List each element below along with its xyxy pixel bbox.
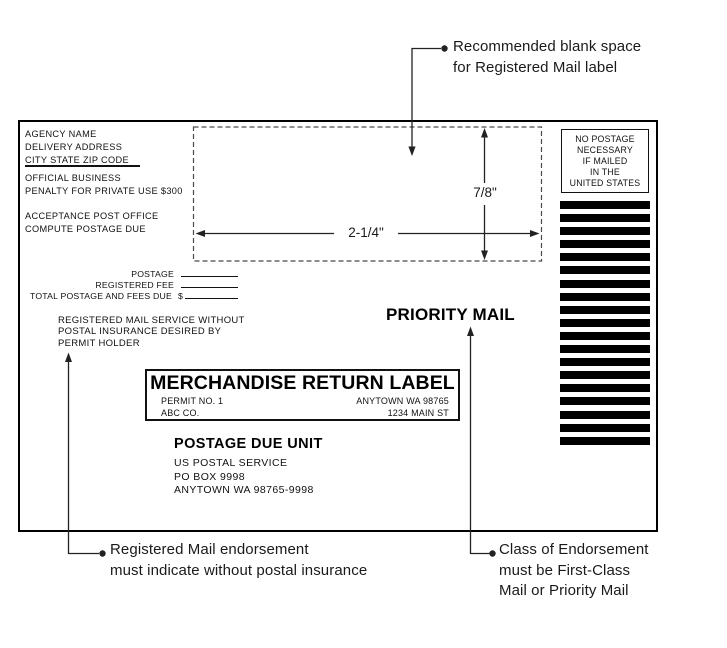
fee-label: TOTAL POSTAGE AND FEES DUE xyxy=(29,291,172,301)
city-state-zip: CITY STATE ZIP CODE xyxy=(25,155,129,165)
currency-symbol: $ xyxy=(177,291,183,301)
fee-label: POSTAGE xyxy=(131,269,174,279)
fim-bar xyxy=(560,397,650,405)
fee-row-postage xyxy=(20,269,238,280)
fim-bar xyxy=(560,345,650,353)
fee-blank-line xyxy=(181,287,238,288)
bottom-right-annotation xyxy=(499,540,649,602)
acceptance-post-office-block xyxy=(25,210,158,236)
top-annotation xyxy=(453,37,641,78)
bottom-left-annotation xyxy=(110,540,367,581)
fim-bar xyxy=(560,280,650,288)
bottom-left-annotation-line1: Registered Mail endorsement xyxy=(110,541,309,558)
official-business-block xyxy=(25,172,183,198)
fee-blank-line xyxy=(181,276,238,277)
fim-bar xyxy=(560,437,650,445)
agency-name: AGENCY NAME xyxy=(25,129,97,139)
fim-bar xyxy=(560,319,650,327)
permit-company: ABC CO. xyxy=(161,407,200,418)
fee-label: REGISTERED FEE xyxy=(95,280,174,290)
registered-note-line: POSTAL INSURANCE DESIRED BY xyxy=(58,326,222,338)
envelope-outline xyxy=(18,120,658,532)
fim-bars xyxy=(560,201,650,450)
merchandise-return-label-details xyxy=(147,395,458,419)
fee-row-total xyxy=(20,291,238,302)
pdu-line: US POSTAL SERVICE xyxy=(174,457,288,469)
no-postage-notice-box xyxy=(561,129,649,193)
fim-bar xyxy=(560,384,650,392)
fim-bar xyxy=(560,214,650,222)
registered-note-line: REGISTERED MAIL SERVICE WITHOUT xyxy=(58,315,245,326)
bottom-right-annotation-bullet-icon xyxy=(489,550,495,556)
fim-bar xyxy=(560,306,650,314)
width-dimension-label: 2-1/4" xyxy=(348,225,384,240)
permit-number: PERMIT NO. 1 xyxy=(161,396,224,406)
merchandise-return-label-title: MERCHANDISE RETURN LABEL xyxy=(150,372,455,394)
no-postage-line: UNITED STATES xyxy=(569,178,641,188)
return-address-block xyxy=(25,128,129,167)
fee-row-registered-fee xyxy=(20,280,238,291)
registered-mail-note xyxy=(58,315,245,349)
no-postage-line: IF MAILED xyxy=(582,156,628,166)
bottom-left-annotation-bullet-icon xyxy=(99,550,105,556)
top-annotation-line2: for Registered Mail label xyxy=(453,58,618,76)
top-annotation-line1: Recommended blank space xyxy=(453,38,642,55)
penalty-statement: PENALTY FOR PRIVATE USE $300 xyxy=(25,186,183,196)
fim-bar xyxy=(560,266,650,274)
fee-blank-line xyxy=(185,298,238,299)
postage-due-unit-title: POSTAGE DUE UNIT xyxy=(174,436,323,452)
pdu-line: ANYTOWN WA 98765-9998 xyxy=(174,484,314,496)
top-annotation-bullet-icon xyxy=(441,45,447,51)
fim-bar xyxy=(560,240,650,248)
fees-table xyxy=(20,269,238,302)
no-postage-line: IN THE xyxy=(590,167,620,177)
fim-bar xyxy=(560,411,650,419)
no-postage-line: NECESSARY xyxy=(577,145,633,155)
fim-bar xyxy=(560,358,650,366)
fim-bar xyxy=(560,293,650,301)
pdu-line: PO BOX 9998 xyxy=(174,470,245,483)
label-street: 1234 MAIN ST xyxy=(387,407,449,418)
official-business: OFFICIAL BUSINESS xyxy=(25,173,121,183)
registered-note-line: PERMIT HOLDER xyxy=(58,337,140,349)
merchandise-return-label-box xyxy=(145,369,460,421)
delivery-address: DELIVERY ADDRESS xyxy=(25,142,123,152)
address-underline-rule xyxy=(25,165,140,167)
fim-bar xyxy=(560,424,650,432)
fim-bar xyxy=(560,371,650,379)
height-dimension-label: 7/8" xyxy=(473,185,497,200)
fim-bar xyxy=(560,253,650,261)
label-city-state-zip: ANYTOWN WA 98765 xyxy=(356,396,449,406)
label-address-block xyxy=(356,396,449,419)
compute-postage-due: COMPUTE POSTAGE DUE xyxy=(25,224,146,234)
permit-block xyxy=(161,396,223,419)
bottom-right-annotation-line2: must be First-Class xyxy=(499,561,631,579)
fim-bar xyxy=(560,332,650,340)
priority-mail-endorsement: PRIORITY MAIL xyxy=(386,305,515,324)
bottom-left-annotation-line2: must indicate without postal insurance xyxy=(110,561,368,579)
fim-bar xyxy=(560,201,650,209)
bottom-right-annotation-line1: Class of Endorsement xyxy=(499,541,649,558)
postage-due-unit-address xyxy=(174,436,323,498)
bottom-right-annotation-line3: Mail or Priority Mail xyxy=(499,582,629,599)
postage-due-unit-lines xyxy=(174,457,323,498)
fim-bar xyxy=(560,227,650,235)
acceptance-post-office: ACCEPTANCE POST OFFICE xyxy=(25,211,159,221)
no-postage-line: NO POSTAGE xyxy=(575,134,635,144)
